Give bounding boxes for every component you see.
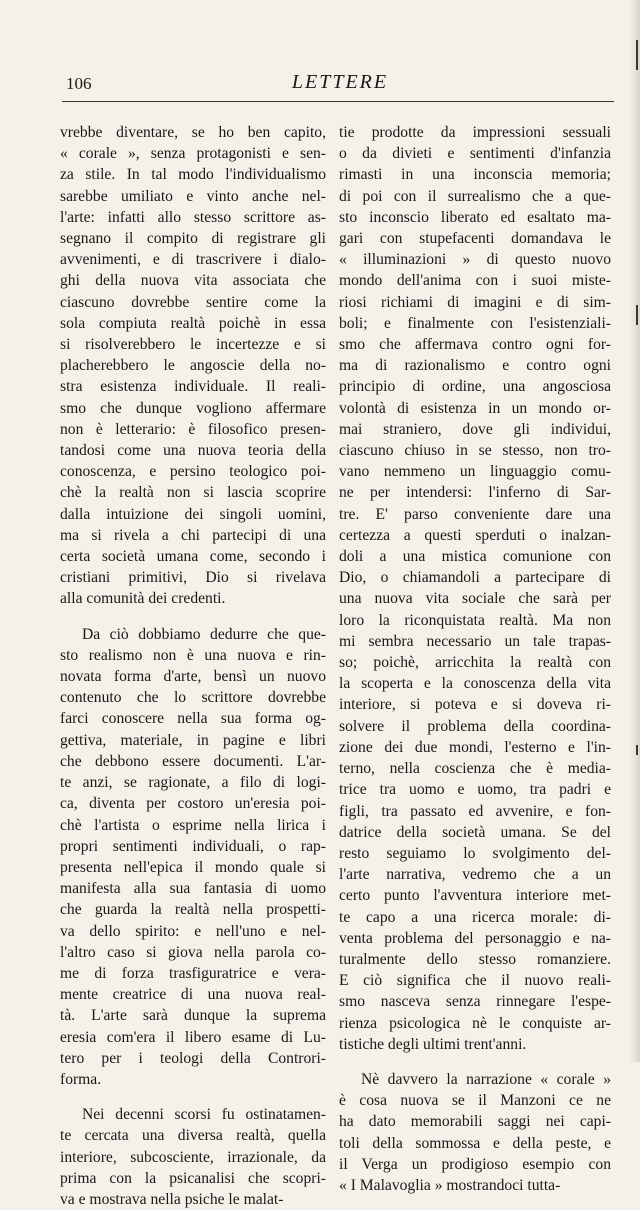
text-line: va e mostrava nella psiche le malat- <box>60 1190 284 1208</box>
text-line: dalla intuizione dei singoli uomini, <box>60 505 326 523</box>
text-line: mai straniero, dove gli individui, <box>339 420 611 438</box>
text-line: « illuminazioni » di questo nuovo <box>339 251 611 269</box>
text-line: principio di ordine, una angosciosa <box>339 378 611 396</box>
text-line: ne per intendersi: l'inferno di Sar- <box>339 484 611 502</box>
text-line: va dello spirito: e nell'uno e nel- <box>60 922 326 940</box>
text-line: manifesta alla sua fantasia di uomo <box>60 880 326 898</box>
text-line: boli; e finalmente con l'esistenziali- <box>339 314 611 332</box>
text-line: tie prodotte da impressioni sessuali <box>339 124 611 141</box>
page-edge <box>628 0 640 1062</box>
edge-mark <box>636 745 638 755</box>
text-line: stra esistenza individuale. Il reali- <box>60 378 326 396</box>
right-column <box>339 122 611 1196</box>
text-line: mi sembra necessario un tale trapas- <box>339 632 611 650</box>
left-column <box>60 122 326 1210</box>
text-line: tero per i teologi della Controri- <box>60 1049 326 1067</box>
text-line: avvenimenti, e di trascrivere i dialo- <box>60 251 326 269</box>
text-line: certa società umana come, secondo i <box>60 548 326 566</box>
text-line: Nei decenni scorsi fu ostinatamen- <box>82 1106 326 1124</box>
text-line: turalmente dello stesso romanziere. <box>339 950 611 968</box>
text-line: E ciò significa che il nuovo reali- <box>339 972 611 990</box>
text-line: « I Malavoglia » mostrandoci tutta- <box>339 1176 561 1194</box>
text-line: forma. <box>60 1070 102 1088</box>
text-line: è cosa nuova se il Manzoni ce ne <box>339 1092 611 1110</box>
edge-mark <box>636 305 638 325</box>
text-line: figli, tra passato ed avvenire, e fon- <box>339 802 611 820</box>
text-line: smo nasceva senza rinnegare l'espe- <box>339 993 611 1011</box>
text-line: tre. E' parso conveniente dare una <box>339 505 611 523</box>
text-line: alla comunità dei credenti. <box>60 590 226 608</box>
text-line: za stile. In tal modo l'individualismo <box>60 166 326 184</box>
text-line: doli a una mistica comunione con <box>339 548 611 566</box>
text-line: chè la realtà non si lascia scoprire <box>60 484 326 502</box>
text-line: mente creatrice di una nuova real- <box>60 986 326 1004</box>
text-line: di poi con il surrealismo che a que- <box>339 187 611 205</box>
text-line: toli della sommossa e della peste, e <box>339 1134 611 1152</box>
text-line: interiore, subcosciente, irrazionale, da <box>60 1148 326 1166</box>
text-line: una nuova vita sociale che sarà per <box>339 590 611 608</box>
text-line: segnano il compito di registrare gli <box>60 230 326 248</box>
text-line: me di forza trasfiguratrice e vera- <box>60 964 326 982</box>
text-line: trice tra uomo e uomo, tra padri e <box>339 781 611 799</box>
text-line: rimasti in una inconscia memoria; <box>339 166 611 184</box>
text-line: smo che dunque vogliono affermare <box>60 399 326 417</box>
text-line: interiore, si poteva e si doveva ri- <box>339 696 611 714</box>
text-line: tistiche degli ultimi trent'anni. <box>339 1035 527 1053</box>
text-line: placherebbero le angoscie della no- <box>60 357 326 375</box>
text-line: conoscenza, e persino teologico poi- <box>60 463 326 481</box>
text-line: ma di razionalismo e contro ogni <box>339 357 611 375</box>
text-line: ciascuno dovrebbe sentire come la <box>60 293 326 311</box>
page-header <box>66 70 614 98</box>
text-line: « corale », senza protagonisti e sen- <box>60 145 326 163</box>
text-line: mondo dell'anima con i suoi miste- <box>339 272 611 290</box>
text-line: ha dato memorabili saggi nei capi- <box>339 1113 611 1131</box>
text-line: ghi della nuova vita associata che <box>60 272 326 290</box>
text-line: gettiva, materiale, in pagine e libri <box>60 731 326 749</box>
text-line: contenuto che lo scrittore dovrebbe <box>60 689 326 707</box>
page-number: 106 <box>66 74 92 93</box>
text-line: Da ciò dobbiamo dedurre che que- <box>82 625 326 643</box>
text-line: chè l'artista o esprime nella lirica i <box>60 816 326 834</box>
text-line: non è letterario: è filosofico presen- <box>60 420 326 438</box>
text-line: si risolverebbero le incertezze e si <box>60 336 326 354</box>
text-line: sarebbe umiliato e vinto anche nel- <box>60 187 326 205</box>
text-line: farci conoscere nella sua forma og- <box>60 710 326 728</box>
text-line: terno, nella coscienza che è media- <box>339 760 611 778</box>
text-line: volontà di esistenza in un mondo or- <box>339 399 611 417</box>
text-line: o da divieti e sentimenti d'infanzia <box>339 145 611 163</box>
text-line: l'arte: infatti allo stesso scrittore as- <box>60 208 326 226</box>
text-line: sto inconscio liberato ed esaltato ma- <box>339 208 611 226</box>
text-line: resto seguiamo lo svolgimento del- <box>339 844 611 862</box>
text-line: gari con stupefacenti domandava le <box>339 230 611 248</box>
text-line: sola compiuta realtà poichè in essa <box>60 314 326 332</box>
running-title: LETTERE <box>291 71 389 93</box>
text-line: che guarda la realtà nella prospetti- <box>60 901 326 919</box>
text-line: la scoperta e la conoscenza della vita <box>339 675 611 693</box>
text-line: loro la riconquistata realtà. Ma non <box>339 611 611 629</box>
text-line: tandosi come una nuova teoria della <box>60 442 326 460</box>
text-line: zione dei due mondi, l'esterno e l'in- <box>339 738 611 756</box>
text-line: cristiani primitivi, Dio si rivelava <box>60 569 326 587</box>
text-line: eresia com'era il libero esame di Lu- <box>60 1028 326 1046</box>
text-line: presenta nell'epica il mondo quale si <box>60 858 326 876</box>
text-line: vrebbe diventare, se ho ben capito, <box>60 124 326 141</box>
text-line: ca, diventa per costoro un'eresia poi- <box>60 795 326 813</box>
text-line: novata forma d'arte, bensì un nuovo <box>60 668 326 686</box>
text-line: certezza a questi sperduti o inalzan- <box>339 526 611 544</box>
text-line: rienza psicologica nè le conquiste ar- <box>339 1014 611 1032</box>
edge-mark <box>636 40 638 70</box>
header-rule <box>62 101 614 102</box>
text-line: riosi richiami di imagini e di sim- <box>339 293 611 311</box>
text-line: il Verga un prodigioso esempio con <box>339 1155 611 1173</box>
paragraph-gap <box>60 610 326 624</box>
text-line: ciascuno chiuso in se stesso, non tro- <box>339 442 611 460</box>
text-line: certo punto l'avventura interiore met- <box>339 887 611 905</box>
text-line: che debbono essere documenti. L'ar- <box>60 752 326 770</box>
text-line: te cercata una diversa realtà, quella <box>60 1127 326 1145</box>
text-line: sto realismo non è una nuova e rin- <box>60 646 326 664</box>
text-line: Dio, o chiamandoli a partecipare di <box>339 569 611 587</box>
text-line: ma si rivela a chi partecipi di una <box>60 526 326 544</box>
text-line: smo che affermava contro ogni for- <box>339 336 611 354</box>
text-line: datrice della società umana. Se del <box>339 823 611 841</box>
text-line: so; poichè, arricchita la realtà con <box>339 654 611 672</box>
text-line: venta problema del personaggio e na- <box>339 929 611 947</box>
paragraph-gap <box>60 1090 326 1104</box>
text-line: propri sentimenti individuali, o rap- <box>60 837 326 855</box>
text-line: vano nemmeno un linguaggio comu- <box>339 463 611 481</box>
text-line: l'arte narrativa, vedremo che a un <box>339 866 611 884</box>
text-line: te capo a una ricerca morale: di- <box>339 908 611 926</box>
text-line: l'altro caso si giova nella parola co- <box>60 943 326 961</box>
text-line: prima con la psicanalisi che scopri- <box>60 1169 326 1187</box>
text-line: Nè davvero la narrazione « corale » <box>361 1070 611 1088</box>
text-line: solvere il problema della coordina- <box>339 717 611 735</box>
text-line: te anzi, se ragionate, a filo di logi- <box>60 774 326 792</box>
text-line: tà. L'arte sarà dunque la suprema <box>60 1007 326 1025</box>
